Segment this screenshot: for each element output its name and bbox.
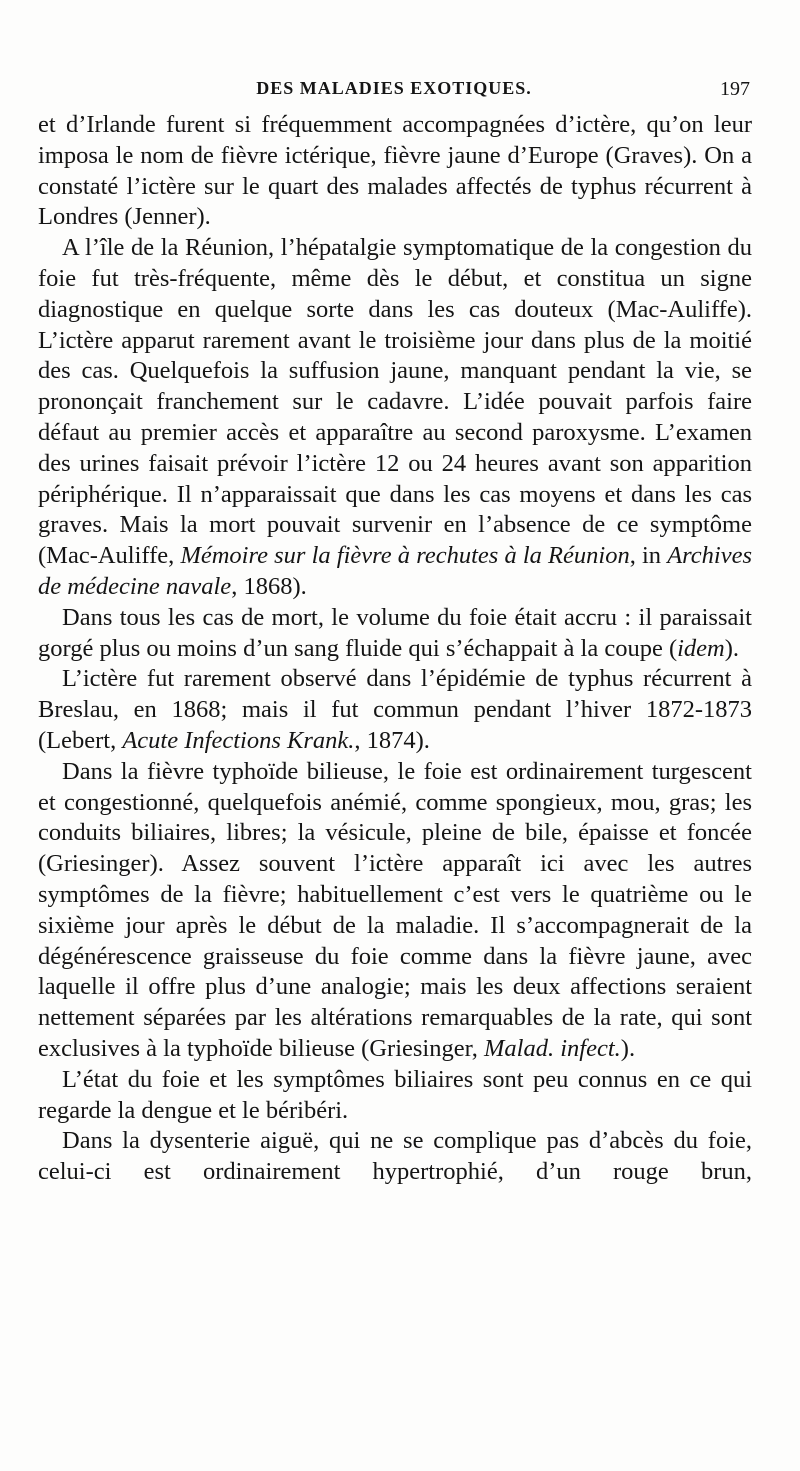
- text-run: A l’île de la Réunion, l’hépatalgie symptomatique de la congestion du foie fut très-fréquente, même dès le début, et constitua un signe diagnostique en quelque sorte dans les cas douteux (Mac-Auliffe). L’ictère apparut rarement avant le troisième jour dans plus de la moitié des cas. Quelquefois la suffusion jaune, manquant pendant la vie, se prononçait franchement sur le cadavre. L’idée pouvait parfois faire défaut au premier accès et apparaître au second paroxysme. L’examen des urines faisait prévoir l’ictère 12 ou 24 heures avant son apparition périphérique. Il n’apparaissait que dans les cas moyens et dans les cas graves. Mais la mort pouvait survenir en l’absence de ce symptôme (Mac-Auliffe,: [38, 234, 752, 570]
- body-text: [38, 110, 752, 1188]
- text-run: , 1868).: [231, 572, 307, 600]
- page-number: 197: [720, 78, 750, 100]
- italic-text: Mémoire sur la fièvre à rechutes à la Réunion: [180, 542, 630, 570]
- text-run: Dans tous les cas de mort, le volume du foie était accru : il paraissait gorgé plus ou moins d’un sang fluide qui s’échappait à la coupe (: [38, 603, 752, 662]
- italic-text: Archives de médecine navale: [38, 542, 752, 600]
- running-head: [38, 78, 750, 104]
- text-run: et d’Irlande furent si fréquemment accompagnées d’ictère, qu’on leur imposa le nom de fièvre ictérique, fièvre jaune d’Europe (Graves). On a constaté l’ictère sur le quart des malades affectés de typhus récurrent à Londres (Jenner).: [38, 111, 752, 231]
- paragraph: [38, 1126, 752, 1188]
- paragraph: [38, 603, 752, 665]
- text-run: , in: [629, 542, 668, 570]
- italic-text: Malad. infect.: [484, 1034, 621, 1062]
- text-run: ).: [724, 634, 740, 662]
- text-run: L’ictère fut rarement observé dans l’épidémie de typhus récurrent à Breslau, en 1868; mais il fut commun pendant l’hiver 1872-1873 (Lebert,: [38, 665, 752, 754]
- paragraph: [38, 110, 752, 233]
- paragraph: [38, 1065, 752, 1127]
- italic-text: Acute Infections Krank.: [122, 726, 355, 754]
- italic-text: idem: [677, 634, 725, 662]
- text-run: , 1874).: [354, 726, 430, 754]
- text-run: L’état du foie et les symptômes biliaires sont peu connus en ce qui regarde la dengue et le béribéri.: [38, 1065, 752, 1124]
- paragraph: [38, 664, 752, 756]
- paragraph: [38, 757, 752, 1065]
- text-run: ).: [620, 1034, 636, 1062]
- text-run: Dans la fièvre typhoïde bilieuse, le foie est ordinairement turgescent et congestionné, quelquefois anémié, comme spongieux, mou, gras; les conduits biliaires, libres; la vésicule, pleine de bile, épaisse et foncée (Griesinger). Assez souvent l’ictère apparaît ici avec les autres symptômes de la fièvre; habituellement c’est vers le quatrième ou le sixième jour après le début de la maladie. Il s’accompagnerait de la dégénérescence graisseuse du foie comme dans la fièvre jaune, avec laquelle il offre plus d’une analogie; mais les deux affections seraient nettement séparées par les altérations remarquables de la rate, qui sont exclusives à la typhoïde bilieuse (Griesinger,: [38, 757, 752, 1062]
- paragraph: [38, 233, 752, 603]
- running-title: DES MALADIES EXOTIQUES.: [256, 78, 532, 98]
- text-run: Dans la dysenterie aiguë, qui ne se complique pas d’abcès du foie, celui-ci est ordinairement hypertrophié, d’un rouge brun,: [38, 1127, 752, 1186]
